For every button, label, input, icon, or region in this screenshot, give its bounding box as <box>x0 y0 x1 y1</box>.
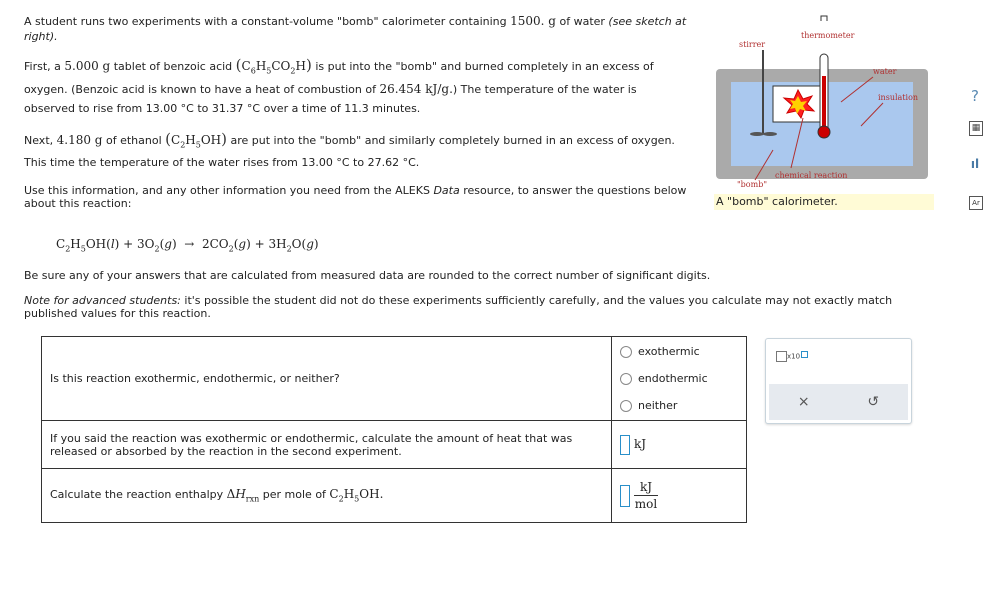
scientific-notation-button[interactable] <box>776 351 808 362</box>
use-info-text-a: Use this information, and any other information you need from the ALEKS <box>24 184 434 197</box>
radio-circle[interactable] <box>620 400 632 412</box>
chart-icon[interactable]: ıl <box>970 157 980 171</box>
first-text-c: is put into the "bomb" and burned completely in an excess of <box>311 60 654 73</box>
help-icon[interactable]: ? <box>971 87 979 105</box>
option-label: endothermic <box>638 372 708 385</box>
question-2-answer <box>612 421 747 469</box>
option-exothermic[interactable] <box>620 338 738 365</box>
label-chemical-reaction: chemical reaction <box>775 171 848 180</box>
label-insulation: insulation <box>878 93 919 102</box>
first-line-2 <box>24 82 637 97</box>
label-bomb: "bomb" <box>737 180 768 189</box>
option-label: neither <box>638 399 678 412</box>
use-info-line-2: about this reaction: <box>24 197 132 210</box>
water-mass: 1500. g <box>510 14 556 28</box>
question-3-answer <box>612 469 747 523</box>
thermometer-bulb <box>818 126 830 138</box>
question-2-line-2: released or absorbed by the reaction in the second experiment. <box>50 444 402 458</box>
periodic-table-icon[interactable]: Ar <box>969 196 983 210</box>
first-text-e: ) The temperature of the water is <box>452 83 637 96</box>
enthalpy-unit <box>634 479 658 512</box>
second-text-a: Next, <box>24 134 57 147</box>
enthalpy-input[interactable] <box>620 485 630 507</box>
second-line-2: This time the temperature of the water rises from 13.00 °C to 27.62 °C. <box>24 156 420 169</box>
intro-line-2: right). <box>24 30 58 43</box>
first-line-1: First, a 5.000 g tablet of benzoic acid $(C_6H_5CO_2H)$ is put into the "bomb" and burned completely in an excess of <box>24 56 654 76</box>
question-1-answer <box>612 337 747 421</box>
question-3-formula: $C_2H_5OH$. <box>329 487 384 504</box>
option-endothermic[interactable] <box>620 365 738 392</box>
calorimeter-diagram <box>713 14 933 210</box>
stirrer-blade-right <box>763 132 777 136</box>
advanced-text: it's possible the student did not do these experiments sufficiently carefully, and the values you calculate may not exactly match <box>180 294 893 307</box>
diagram-caption: A "bomb" calorimeter. <box>714 194 934 210</box>
sketch-note: (see sketch at <box>608 15 687 28</box>
first-line-3: observed to rise from 13.00 °C to 31.37 °C over a time of 11.3 minutes. <box>24 102 421 115</box>
first-text-b: tablet of benzoic acid <box>110 60 236 73</box>
ethanol-mass: 4.180 g <box>56 133 103 147</box>
label-water: water <box>873 67 897 76</box>
label-stirrer: stirrer <box>739 40 766 49</box>
tool-actions <box>769 384 908 420</box>
ethanol-formula: $C_2H_5OH$ <box>171 133 222 150</box>
question-row-3 <box>42 469 747 523</box>
question-3-text-b: per mole of <box>259 488 330 502</box>
intro-text-2: of water <box>555 15 609 28</box>
clear-icon[interactable]: × <box>797 394 810 410</box>
question-row-2 <box>42 421 747 469</box>
advanced-prefix: Note for advanced students: <box>24 294 181 307</box>
undo-icon[interactable]: ↺ <box>867 394 880 410</box>
second-text-c: are put into the "bomb" and similarly completely burned in an excess of oxygen. <box>227 134 675 147</box>
delta-h-symbol: $\Delta H_{rxn}$ <box>226 487 260 504</box>
radio-circle[interactable] <box>620 373 632 385</box>
intro-line-1 <box>24 14 686 29</box>
question-3-text-a: Calculate the reaction enthalpy <box>50 488 227 502</box>
question-2-label <box>42 421 612 469</box>
option-label: exothermic <box>638 345 700 358</box>
benzoic-heat: 26.454 kJ/g. <box>379 82 453 96</box>
first-text-a: First, a <box>24 60 65 73</box>
question-3-label <box>42 469 612 523</box>
question-row-1 <box>42 337 747 421</box>
answer-tool-panel <box>765 338 912 424</box>
thermometer-top <box>821 16 827 21</box>
reaction-equation: $C_2H_5OH(l) + 3O_2(g) \to 2CO_2(g) + 3H_2O(g)$ <box>56 237 319 254</box>
label-thermometer: thermometer <box>801 31 855 40</box>
second-line-1: Next, 4.180 g of ethanol $(C_2H_5OH)$ are put into the "bomb" and similarly completely burned in an excess of oxygen. <box>24 130 675 150</box>
intro-text: A student runs two experiments with a constant-volume "bomb" calorimeter containing <box>24 15 511 28</box>
benzoic-formula: $C_6H_5CO_2H$ <box>241 59 306 76</box>
radio-circle[interactable] <box>620 346 632 358</box>
first-text-d: oxygen. (Benzoic acid is known to have a heat of combustion of <box>24 83 380 96</box>
data-resource-word: Data <box>433 184 460 197</box>
question-1-label: Is this reaction exothermic, endothermic, or neither? <box>42 337 612 421</box>
calculator-icon[interactable]: ▦ <box>969 121 983 136</box>
unit-denominator: mol <box>634 497 658 511</box>
unit-numerator: kJ <box>639 480 653 494</box>
second-text-b: of ethanol <box>102 134 166 147</box>
heat-unit: kJ <box>634 436 647 451</box>
thermometer-fluid <box>822 76 826 130</box>
option-neither[interactable] <box>620 392 738 419</box>
advanced-note-2: published values for this reaction. <box>24 307 211 320</box>
x10-label: x10 <box>787 352 801 361</box>
stirrer-blade-left <box>750 132 764 136</box>
benzoic-mass: 5.000 g <box>64 59 111 73</box>
heat-input[interactable] <box>620 435 630 455</box>
sigfig-note: Be sure any of your answers that are calculated from measured data are rounded to the correct number of significant digits. <box>24 269 711 282</box>
question-2-line-1: If you said the reaction was exothermic or endothermic, calculate the amount of heat that was <box>50 431 573 445</box>
question-table <box>41 336 747 523</box>
use-info-text-b: resource, to answer the questions below <box>459 184 687 197</box>
